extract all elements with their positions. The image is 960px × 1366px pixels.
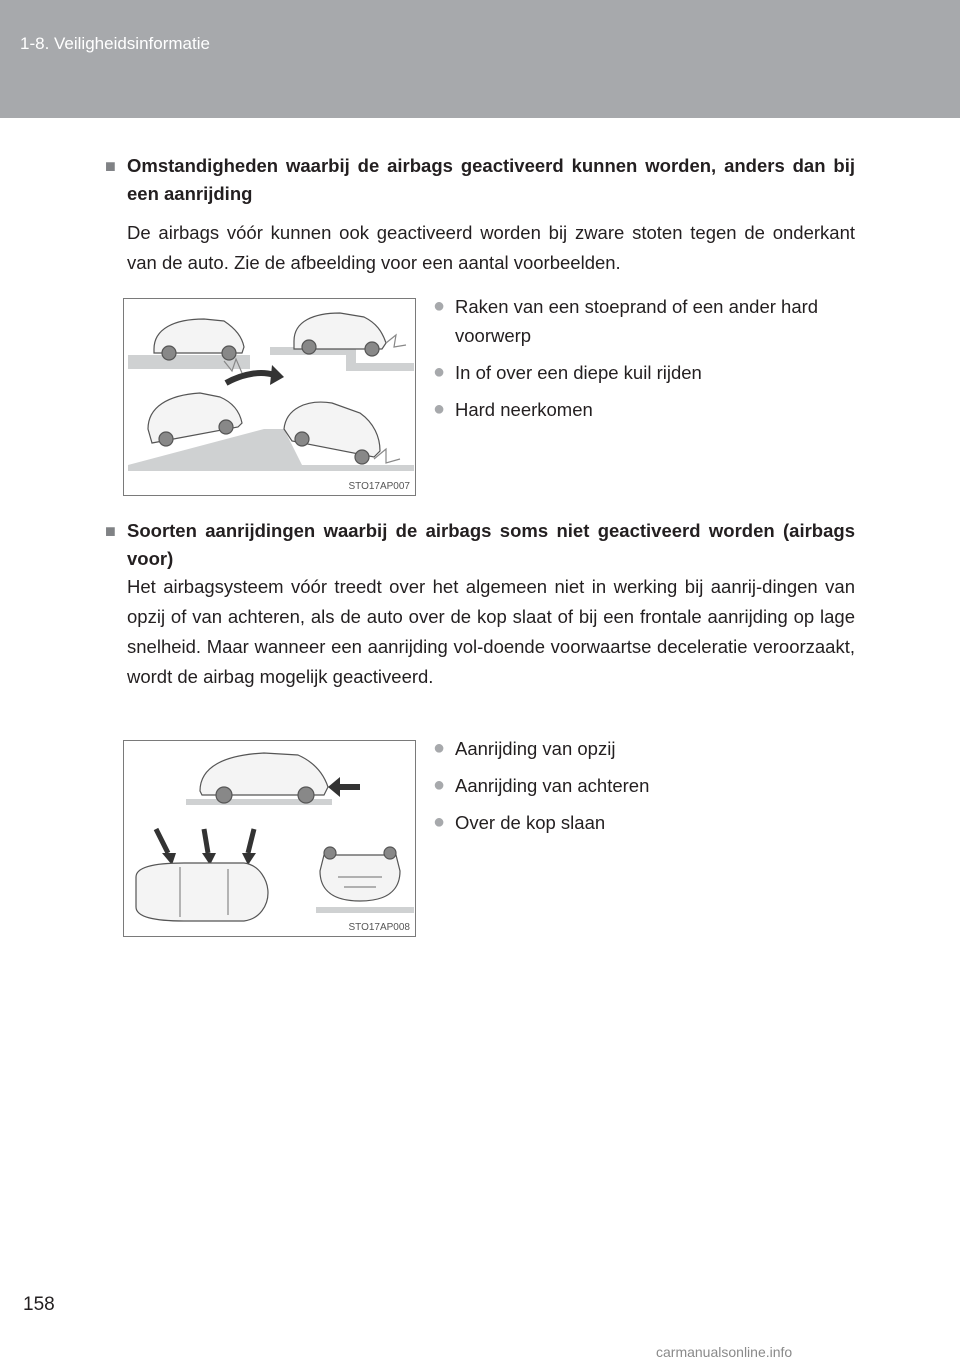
figure-collision-types	[123, 740, 416, 937]
section1-paragraph: De airbags vóór kunnen ook geactiveerd worden bij zware stoten tegen de onderkant van de auto. Zie de afbeelding voor een aantal voorbeelden.	[127, 222, 855, 273]
square-bullet-icon: ■	[105, 521, 116, 541]
section2-heading-text: Soorten aanrijdingen waarbij de airbags soms niet geactiveerd worden (airbags voor)	[127, 520, 855, 569]
circle-bullet-icon: ●	[433, 811, 446, 833]
list-item: ● Aanrijding van opzij	[433, 734, 863, 763]
list-item: ● Raken van een stoeprand of een ander hard voorwerp	[433, 292, 863, 350]
circle-bullet-icon: ●	[433, 295, 446, 317]
circle-bullet-icon: ●	[433, 398, 446, 420]
circle-bullet-icon: ●	[433, 361, 446, 383]
section2-paragraph: Het airbagsysteem vóór treedt over het algemeen niet in werking bij aanrij-dingen van opzij of van achteren, als de auto over de kop slaat of bij een frontale aanrijding op lage snelheid. Maar wanneer een aanrijding vol-doende voorwaartse deceleratie veroorzaakt, wordt de airbag mogelijk geactiveerd.	[127, 576, 855, 687]
section1-heading-text: Omstandigheden waarbij de airbags geactiveerd kunnen worden, anders dan bij een aanrijding	[127, 155, 855, 204]
circle-bullet-icon: ●	[433, 737, 446, 759]
underbody-impact-illustration	[124, 299, 415, 495]
section2-bullet-list	[433, 734, 863, 845]
list-item: ● Over de kop slaan	[433, 808, 863, 837]
watermark: carmanualsonline.info	[656, 1344, 793, 1360]
section1-heading	[105, 152, 855, 208]
circle-bullet-icon: ●	[433, 774, 446, 796]
section1-bullet-list	[433, 292, 863, 432]
figure-underbody-impact	[123, 298, 416, 496]
section2-heading	[105, 517, 855, 573]
list-item: ● Aanrijding van achteren	[433, 771, 863, 800]
collision-types-illustration	[124, 741, 415, 936]
page-number: 158	[23, 1294, 55, 1315]
list-item: ● Hard neerkomen	[433, 395, 863, 424]
figure-code: STO17AP008	[348, 922, 410, 933]
square-bullet-icon: ■	[105, 156, 116, 176]
list-item: ● In of over een diepe kuil rijden	[433, 358, 863, 387]
section-label: 1-8. Veiligheidsinformatie	[20, 34, 210, 53]
figure-code: STO17AP007	[348, 481, 410, 492]
header-band	[0, 0, 960, 118]
